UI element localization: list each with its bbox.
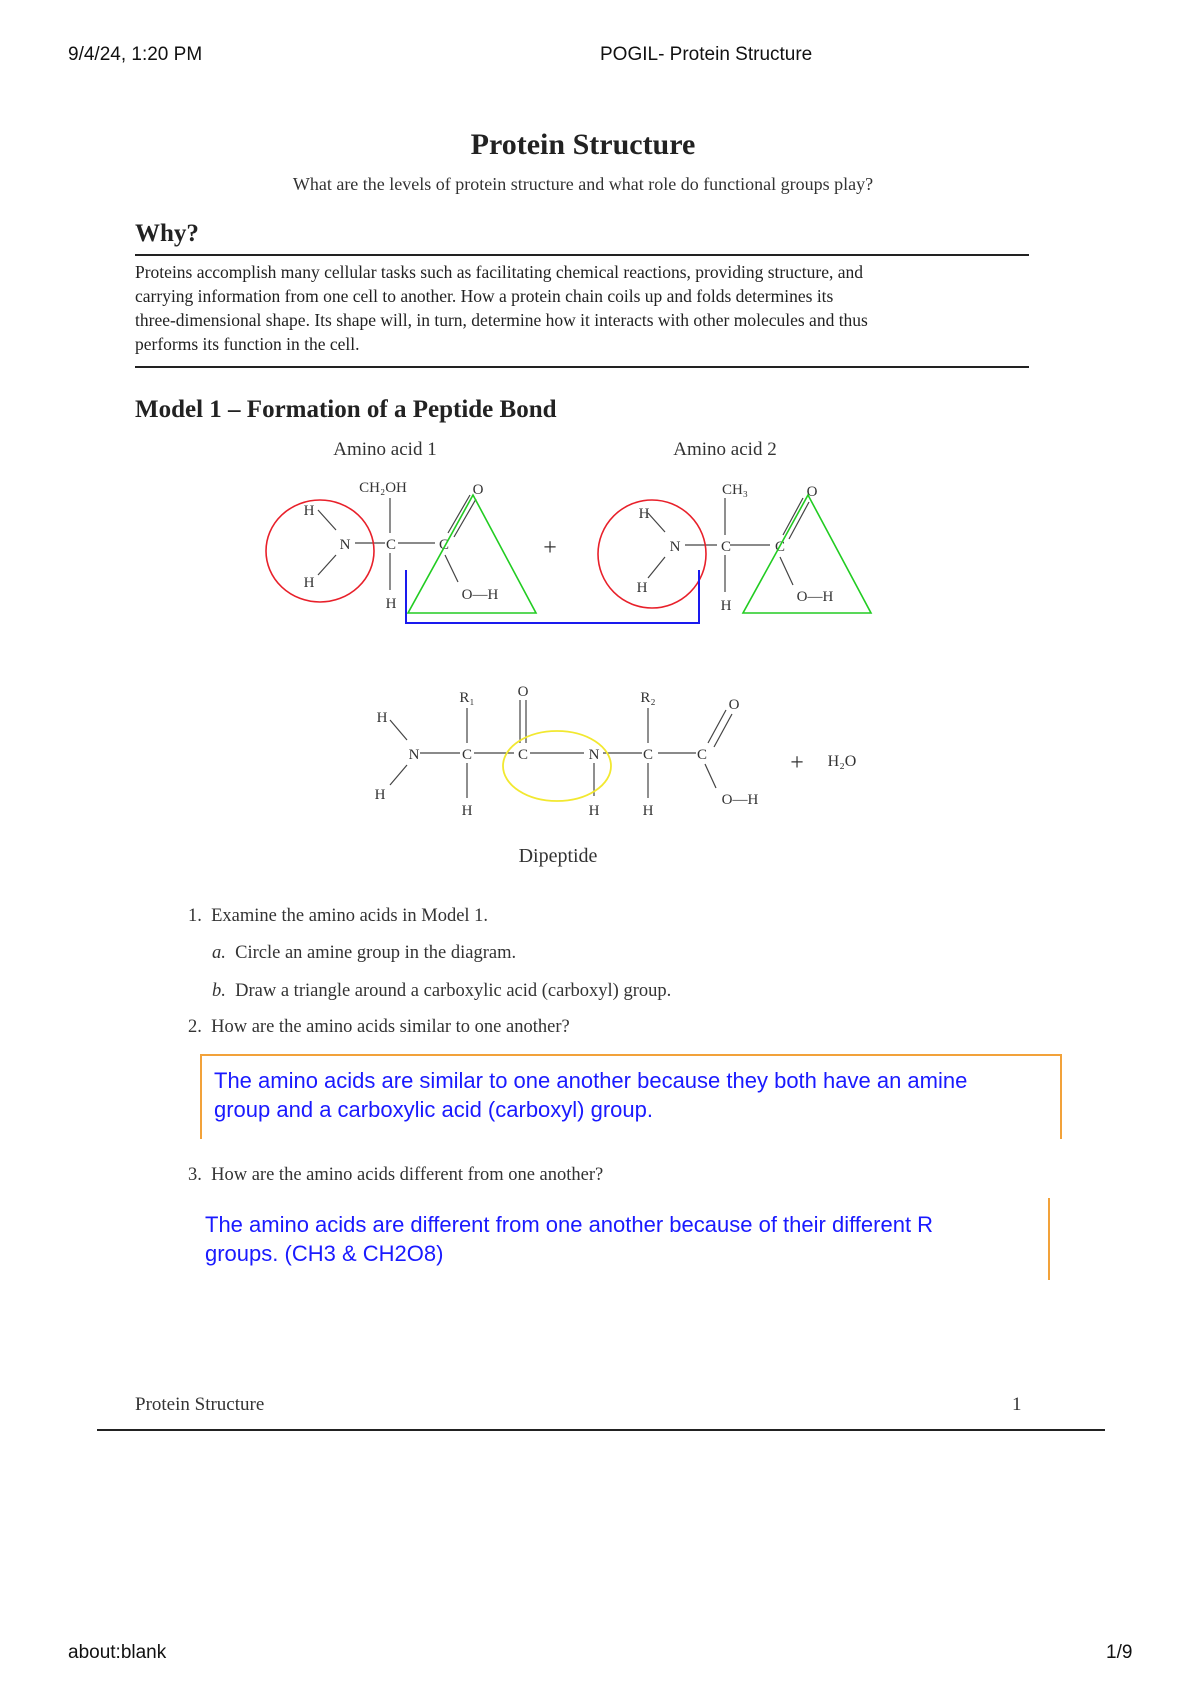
answer-line: The amino acids are similar to one another because they both have an amine: [214, 1068, 968, 1093]
amine-circle-1: [266, 500, 374, 602]
atom-c: C: [642, 747, 654, 763]
atom-n: N: [408, 747, 420, 763]
why-heading: Why?: [135, 220, 199, 247]
atom-oh: O—H: [461, 587, 499, 603]
page-subtitle: What are the levels of protein structure and what role do functional groups play?: [292, 174, 874, 194]
question-text: How are the amino acids similar to one another?: [211, 1017, 570, 1037]
page-title: Protein Structure: [470, 128, 696, 161]
peptide-bond-ellipse: [503, 731, 611, 801]
atom-o: O: [517, 684, 529, 700]
atom-c: C: [385, 537, 397, 553]
atom-h: H: [385, 596, 397, 612]
amino-acid-1-label: Amino acid 1: [333, 439, 437, 460]
question-letter: b.: [212, 981, 226, 1001]
why-line: three-dimensional shape. Its shape will, in turn, determine how it interacts with other molecules and thus: [135, 310, 868, 330]
why-paragraph: [135, 260, 1035, 356]
amino-acid-2-r-group: CH₃: [721, 482, 749, 498]
dipeptide-label: Dipeptide: [518, 845, 598, 867]
amino-acid-2-label: Amino acid 2: [673, 439, 777, 460]
atom-h: H: [374, 787, 386, 803]
atom-n: N: [588, 747, 600, 763]
atom-h: H: [461, 803, 473, 819]
atom-h: H: [588, 803, 600, 819]
question-text: How are the amino acids different from one another?: [211, 1165, 604, 1185]
atom-c: C: [696, 747, 708, 763]
water-label: H₂O: [827, 753, 857, 770]
atom-c: C: [774, 539, 786, 555]
answer-line: The amino acids are different from one another because of their different R: [205, 1212, 934, 1237]
footer-page-number: 1: [1012, 1394, 1022, 1415]
amine-circle-2: [598, 500, 706, 608]
amino-acid-1-r-group: CH₂OH: [359, 480, 407, 496]
answer-box-2[interactable]: [200, 1054, 1062, 1139]
why-bottom-rule: [135, 366, 1029, 368]
question-2: [188, 1017, 570, 1038]
question-1a: [212, 943, 516, 964]
footer-rule: [97, 1429, 1105, 1431]
model1-heading: Model 1 – Formation of a Peptide Bond: [135, 396, 557, 423]
question-1b: [212, 981, 671, 1002]
atom-h: H: [636, 580, 648, 596]
answer-3-text: [205, 1210, 1035, 1268]
atom-h: H: [303, 575, 315, 591]
question-number: 1.: [188, 906, 202, 926]
dipeptide-r1: R₁: [459, 690, 475, 706]
dipeptide-structure: [390, 700, 732, 798]
atom-h: H: [638, 506, 650, 522]
question-text: Circle an amine group in the diagram.: [235, 943, 517, 963]
plus-sign: +: [543, 535, 557, 561]
question-text: Draw a triangle around a carboxylic acid (carboxyl) group.: [235, 981, 672, 1001]
dipeptide-plus: +: [790, 750, 804, 776]
atom-c: C: [461, 747, 473, 763]
why-top-rule: [135, 254, 1029, 256]
question-text: Examine the amino acids in Model 1.: [211, 906, 489, 926]
question-number: 3.: [188, 1165, 202, 1185]
peptide-bond-diagram: [0, 430, 1200, 880]
print-url: about:blank: [68, 1642, 167, 1663]
dipeptide-r2: R₂: [640, 690, 656, 706]
answer-box-3[interactable]: [200, 1198, 1050, 1280]
question-number: 2.: [188, 1017, 202, 1037]
atom-n: N: [669, 539, 681, 555]
question-letter: a.: [212, 943, 226, 963]
atom-n: N: [339, 537, 351, 553]
answer-line: groups. (CH3 & CH2O8): [205, 1241, 444, 1266]
atom-oh: O—H: [721, 792, 759, 808]
atom-c: C: [720, 539, 732, 555]
footer-left: Protein Structure: [135, 1394, 265, 1415]
atom-o: O: [472, 482, 484, 498]
answer-line: group and a carboxylic acid (carboxyl) group.: [214, 1097, 654, 1122]
question-1: [188, 906, 488, 927]
atom-o: O: [728, 697, 740, 713]
atom-h: H: [376, 710, 388, 726]
why-line: performs its function in the cell.: [135, 334, 360, 354]
print-page-count: 1/9: [1106, 1642, 1133, 1663]
question-3: [188, 1165, 603, 1186]
atom-c: C: [517, 747, 529, 763]
atom-h: H: [720, 598, 732, 614]
atom-h: H: [303, 503, 315, 519]
peptide-bond-bracket: [406, 570, 699, 623]
print-doc-title: POGIL- Protein Structure: [600, 44, 813, 65]
answer-2-text: [214, 1066, 1054, 1124]
atom-h: H: [642, 803, 654, 819]
why-line: carrying information from one cell to another. How a protein chain coils up and folds determines its: [135, 286, 834, 306]
atom-oh: O—H: [796, 589, 834, 605]
atom-o: O: [806, 484, 818, 500]
why-line: Proteins accomplish many cellular tasks such as facilitating chemical reactions, providing structure, and: [135, 262, 863, 282]
print-datetime: 9/4/24, 1:20 PM: [68, 44, 203, 65]
atom-c: C: [438, 537, 450, 553]
